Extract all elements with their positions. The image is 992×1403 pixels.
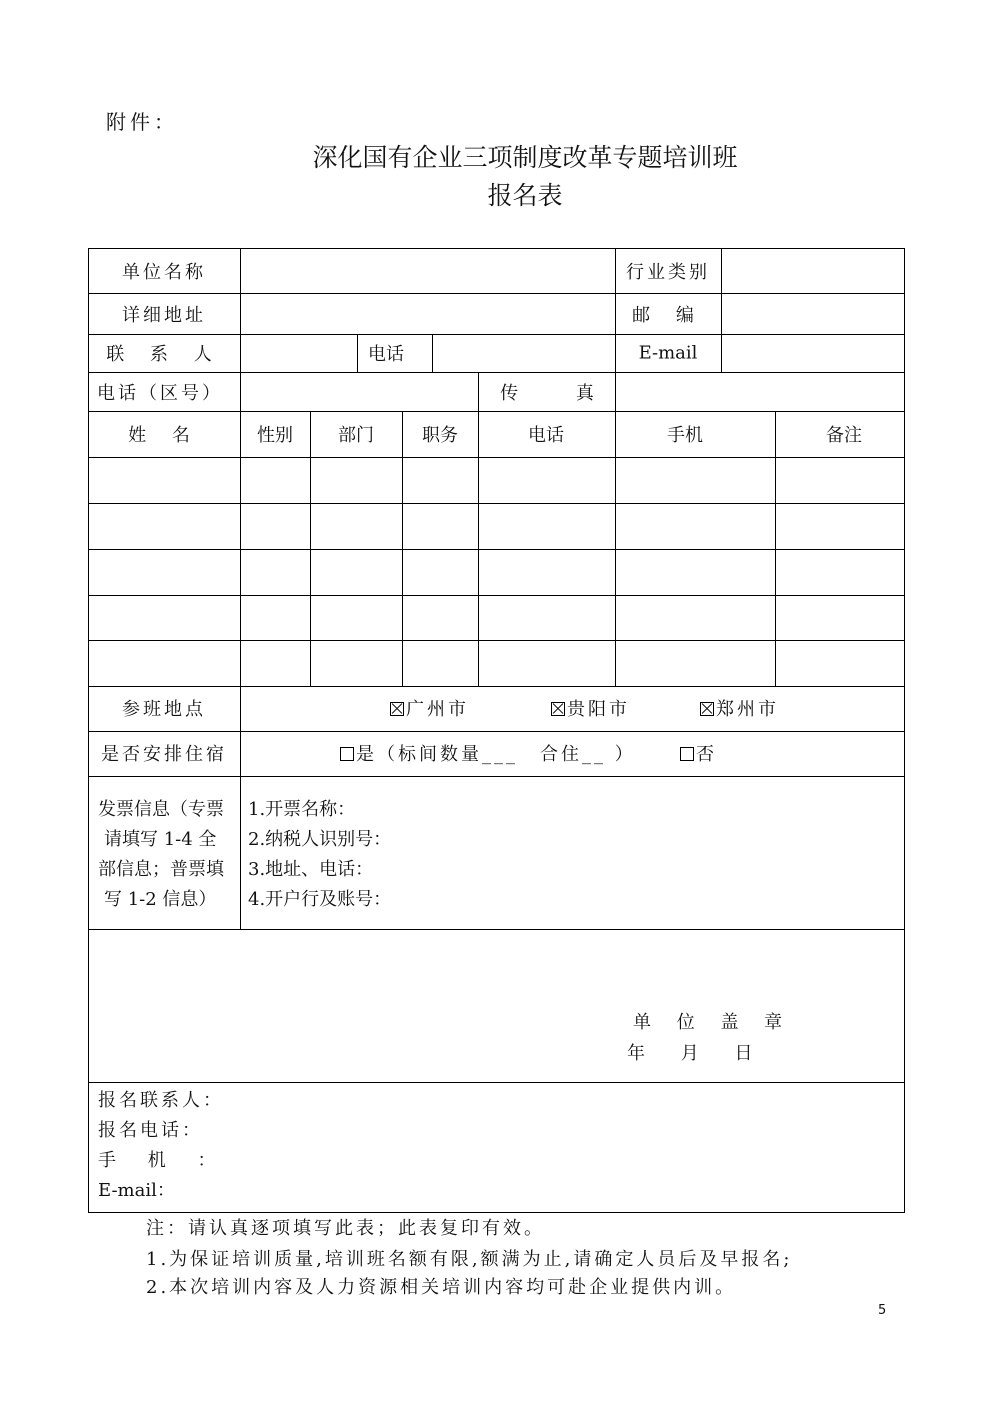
- note-line: 1.为保证培训质量,培训班名额有限,额满为止,请确定人员后及早报名;: [146, 1249, 793, 1270]
- col-mobile: 手机: [667, 425, 703, 446]
- phone-area-label: 电话（区号）: [97, 383, 223, 404]
- contact-phone-label: 电话: [368, 344, 404, 365]
- venue-guiyang[interactable]: 贵阳市: [551, 695, 630, 721]
- signup-phone: 报名电话：: [98, 1120, 203, 1141]
- signup-email: E-mail：: [98, 1180, 175, 1201]
- form-subtitle: 报名表: [487, 181, 563, 210]
- note-line: 注：请认真逐项填写此表；此表复印有效。: [146, 1218, 545, 1239]
- invoice-item: 1.开票名称：: [248, 799, 356, 820]
- col-name: 姓 名: [128, 425, 200, 446]
- note-line: 2.本次培训内容及人力资源相关培训内容均可赴企业提供内训。: [146, 1277, 737, 1298]
- col-remarks: 备注: [826, 425, 862, 446]
- invoice-item: 4.开户行及账号：: [248, 889, 392, 910]
- lodging-label: 是否安排住宿: [101, 744, 227, 765]
- date-label: 年 月 日: [627, 1043, 753, 1064]
- attachment-label: 附件：: [106, 110, 178, 134]
- email-label: E-mail: [638, 342, 698, 364]
- industry-label: 行业类别: [626, 262, 710, 283]
- invoice-label: 发票信息（专票 请填写 1-4 全 部信息；普票填 写 1-2 信息）: [98, 799, 224, 910]
- venue-label: 参班地点: [122, 699, 206, 720]
- lodging-share-count: 合住__ ）: [540, 744, 636, 765]
- seal-label: 单 位 盖 章: [633, 1012, 793, 1033]
- lodging-no-option[interactable]: 否: [680, 740, 714, 766]
- invoice-items: [248, 795, 391, 915]
- checkbox-checked-icon: [700, 702, 714, 716]
- signup-contact-block: [98, 1086, 224, 1206]
- invoice-item: 2.纳税人识别号：: [248, 829, 392, 850]
- col-phone: 电话: [528, 425, 564, 446]
- contact-label: 联 系 人: [106, 344, 222, 365]
- signup-contact: 报名联系人：: [98, 1090, 224, 1111]
- form-title: 深化国有企业三项制度改革专题培训班: [312, 143, 738, 172]
- address-label: 详细地址: [122, 305, 206, 326]
- checkbox-icon: [340, 747, 354, 761]
- col-department: 部门: [338, 425, 374, 446]
- signup-mobile: 手 机 ：: [98, 1150, 216, 1171]
- page-number: 5: [878, 1303, 887, 1318]
- col-gender: 性别: [257, 425, 293, 446]
- venue-guangzhou[interactable]: 广州市: [390, 695, 469, 721]
- checkbox-checked-icon: [551, 702, 565, 716]
- checkbox-icon: [680, 747, 694, 761]
- invoice-item: 3.地址、电话：: [248, 859, 374, 880]
- lodging-yes-option[interactable]: 是（标间数量___: [340, 740, 518, 766]
- postcode-label: 邮 编: [632, 305, 704, 326]
- venue-zhengzhou[interactable]: 郑州市: [700, 695, 779, 721]
- col-position: 职务: [422, 425, 458, 446]
- checkbox-checked-icon: [390, 702, 404, 716]
- unit-name-label: 单位名称: [122, 262, 206, 283]
- fax-label: 传 真: [500, 383, 620, 404]
